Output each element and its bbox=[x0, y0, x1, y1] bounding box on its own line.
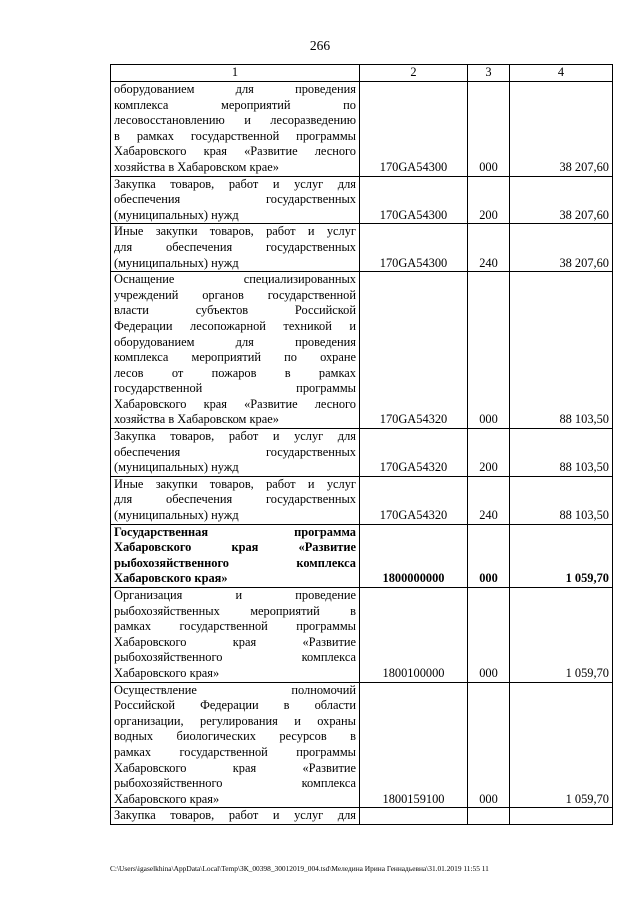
row-name-line: обеспечения государственных bbox=[114, 192, 356, 207]
row-name-line: рамках государственной программы bbox=[114, 744, 356, 759]
row-name-line: Российской Федерации в области bbox=[114, 698, 356, 713]
row-name-cell bbox=[111, 176, 360, 224]
table-row bbox=[111, 272, 613, 429]
row-name-line: Хабаровского края «Развитие лесного bbox=[114, 144, 356, 159]
table-row-partial bbox=[111, 808, 613, 825]
row-name-line: (муниципальных) нужд bbox=[114, 255, 239, 270]
row-name-line: Иные закупки товаров, работ и услуг bbox=[114, 224, 356, 239]
budget-table bbox=[110, 64, 613, 825]
row-amount-cell: 38 207,60 bbox=[510, 82, 613, 177]
row-amount-cell: 88 103,50 bbox=[510, 429, 613, 477]
row-code-cell bbox=[360, 808, 468, 825]
row-name-line: рамках государственной программы bbox=[114, 619, 356, 634]
file-path-footer: C:\Users\igaselkhina\AppData\Local\Temp\ЗК_00398_30012019_004.tsd\Меледина Ирина Геннадьевна\31.01.2019 11:55 11 bbox=[110, 864, 489, 873]
row-name-line: водных биологических ресурсов в bbox=[114, 729, 356, 744]
row-name-line: Хабаровского края «Развитие bbox=[114, 634, 356, 649]
row-code-cell: 170GA54300 bbox=[360, 176, 468, 224]
row-type-cell: 000 bbox=[468, 682, 510, 808]
row-name-cell bbox=[111, 682, 360, 808]
row-type-cell: 200 bbox=[468, 176, 510, 224]
row-name-line: рыбохозяйственного комплекса bbox=[114, 776, 356, 791]
header-col-1: 1 bbox=[111, 65, 360, 82]
row-name-line: Хабаровского края «Развитие bbox=[114, 540, 356, 555]
row-code-cell: 1800159100 bbox=[360, 682, 468, 808]
table-row bbox=[111, 224, 613, 272]
row-code-cell: 170GA54320 bbox=[360, 272, 468, 429]
row-name-line: Закупка товаров, работ и услуг для bbox=[114, 808, 356, 823]
row-amount-cell: 88 103,50 bbox=[510, 476, 613, 524]
row-name-line: в рамках государственной программы bbox=[114, 128, 356, 143]
row-name-line: Закупка товаров, работ и услуг для bbox=[114, 429, 356, 444]
row-name-line: рыбохозяйственных мероприятий в bbox=[114, 603, 356, 618]
header-col-2: 2 bbox=[360, 65, 468, 82]
row-name-cell bbox=[111, 429, 360, 477]
row-name-line: рыбохозяйственного комплекса bbox=[114, 555, 356, 570]
row-code-cell: 170GA54300 bbox=[360, 224, 468, 272]
header-col-3: 3 bbox=[468, 65, 510, 82]
row-type-cell: 200 bbox=[468, 429, 510, 477]
row-name-cell bbox=[111, 588, 360, 683]
row-name-line: для обеспечения государственных bbox=[114, 239, 356, 254]
row-name-line: Хабаровского края «Развитие лесного bbox=[114, 396, 356, 411]
row-code-cell: 170GA54320 bbox=[360, 476, 468, 524]
row-name-cell bbox=[111, 476, 360, 524]
row-code-cell: 170GA54320 bbox=[360, 429, 468, 477]
table-row bbox=[111, 429, 613, 477]
row-amount-cell bbox=[510, 808, 613, 825]
row-name-line: Хабаровского края» bbox=[114, 665, 220, 680]
row-name-line: хозяйства в Хабаровском крае» bbox=[114, 159, 279, 174]
row-name-line: хозяйства в Хабаровском крае» bbox=[114, 412, 279, 427]
row-name-line: комплекса мероприятий по охране bbox=[114, 350, 356, 365]
row-amount-cell: 1 059,70 bbox=[510, 588, 613, 683]
table-row bbox=[111, 176, 613, 224]
header-col-4: 4 bbox=[510, 65, 613, 82]
row-type-cell: 240 bbox=[468, 476, 510, 524]
row-name-line: Осуществление полномочий bbox=[114, 682, 356, 697]
row-name-line: рыбохозяйственного комплекса bbox=[114, 650, 356, 665]
row-name-line: обеспечения государственных bbox=[114, 444, 356, 459]
row-type-cell: 000 bbox=[468, 82, 510, 177]
row-name-cell bbox=[111, 272, 360, 429]
row-name-line: Иные закупки товаров, работ и услуг bbox=[114, 476, 356, 491]
row-name-line: Федерации лесопожарной техникой и bbox=[114, 318, 356, 333]
row-name-line: учреждений органов государственной bbox=[114, 287, 356, 302]
row-type-cell: 000 bbox=[468, 588, 510, 683]
row-name-line: Хабаровского края «Развитие bbox=[114, 760, 356, 775]
row-name-line: власти субъектов Российской bbox=[114, 303, 356, 318]
row-name-line: лесовосстановлению и лесоразведению bbox=[114, 113, 356, 128]
row-name-line: Государственная программа bbox=[114, 524, 356, 539]
row-name-line: Хабаровского края» bbox=[114, 571, 228, 586]
row-name-line: государственной программы bbox=[114, 381, 356, 396]
row-type-cell: 000 bbox=[468, 524, 510, 587]
row-type-cell: 000 bbox=[468, 272, 510, 429]
row-amount-cell: 1 059,70 bbox=[510, 524, 613, 587]
table-row bbox=[111, 524, 613, 587]
row-name-line: для обеспечения государственных bbox=[114, 492, 356, 507]
row-amount-cell: 88 103,50 bbox=[510, 272, 613, 429]
row-name-cell bbox=[111, 224, 360, 272]
row-name-line: организации, регулирования и охраны bbox=[114, 713, 356, 728]
row-name-line: оборудованием для проведения bbox=[114, 334, 356, 349]
row-name-line: Хабаровского края» bbox=[114, 791, 220, 806]
row-name-line: (муниципальных) нужд bbox=[114, 508, 239, 523]
row-name-line: (муниципальных) нужд bbox=[114, 207, 239, 222]
row-type-cell: 240 bbox=[468, 224, 510, 272]
page-number: 266 bbox=[309, 38, 331, 53]
row-name-line: Организация и проведение bbox=[114, 588, 356, 602]
row-name-line: комплекса мероприятий по bbox=[114, 97, 356, 112]
row-name-line: (муниципальных) нужд bbox=[114, 460, 239, 475]
row-name-cell bbox=[111, 524, 360, 587]
row-name-cell bbox=[111, 808, 360, 825]
row-amount-cell: 1 059,70 bbox=[510, 682, 613, 808]
row-name-line: Закупка товаров, работ и услуг для bbox=[114, 176, 356, 191]
row-name-line: лесов от пожаров в рамках bbox=[114, 365, 356, 380]
table-row bbox=[111, 682, 613, 808]
table-header-row bbox=[111, 65, 613, 82]
row-name-line: Оснащение специализированных bbox=[114, 272, 356, 287]
row-name-cell bbox=[111, 82, 360, 177]
row-type-cell bbox=[468, 808, 510, 825]
row-code-cell: 170GA54300 bbox=[360, 82, 468, 177]
table-row bbox=[111, 82, 613, 177]
row-code-cell: 1800000000 bbox=[360, 524, 468, 587]
row-amount-cell: 38 207,60 bbox=[510, 224, 613, 272]
row-code-cell: 1800100000 bbox=[360, 588, 468, 683]
row-amount-cell: 38 207,60 bbox=[510, 176, 613, 224]
table-row bbox=[111, 588, 613, 683]
row-name-line: оборудованием для проведения bbox=[114, 82, 356, 96]
table-row bbox=[111, 476, 613, 524]
